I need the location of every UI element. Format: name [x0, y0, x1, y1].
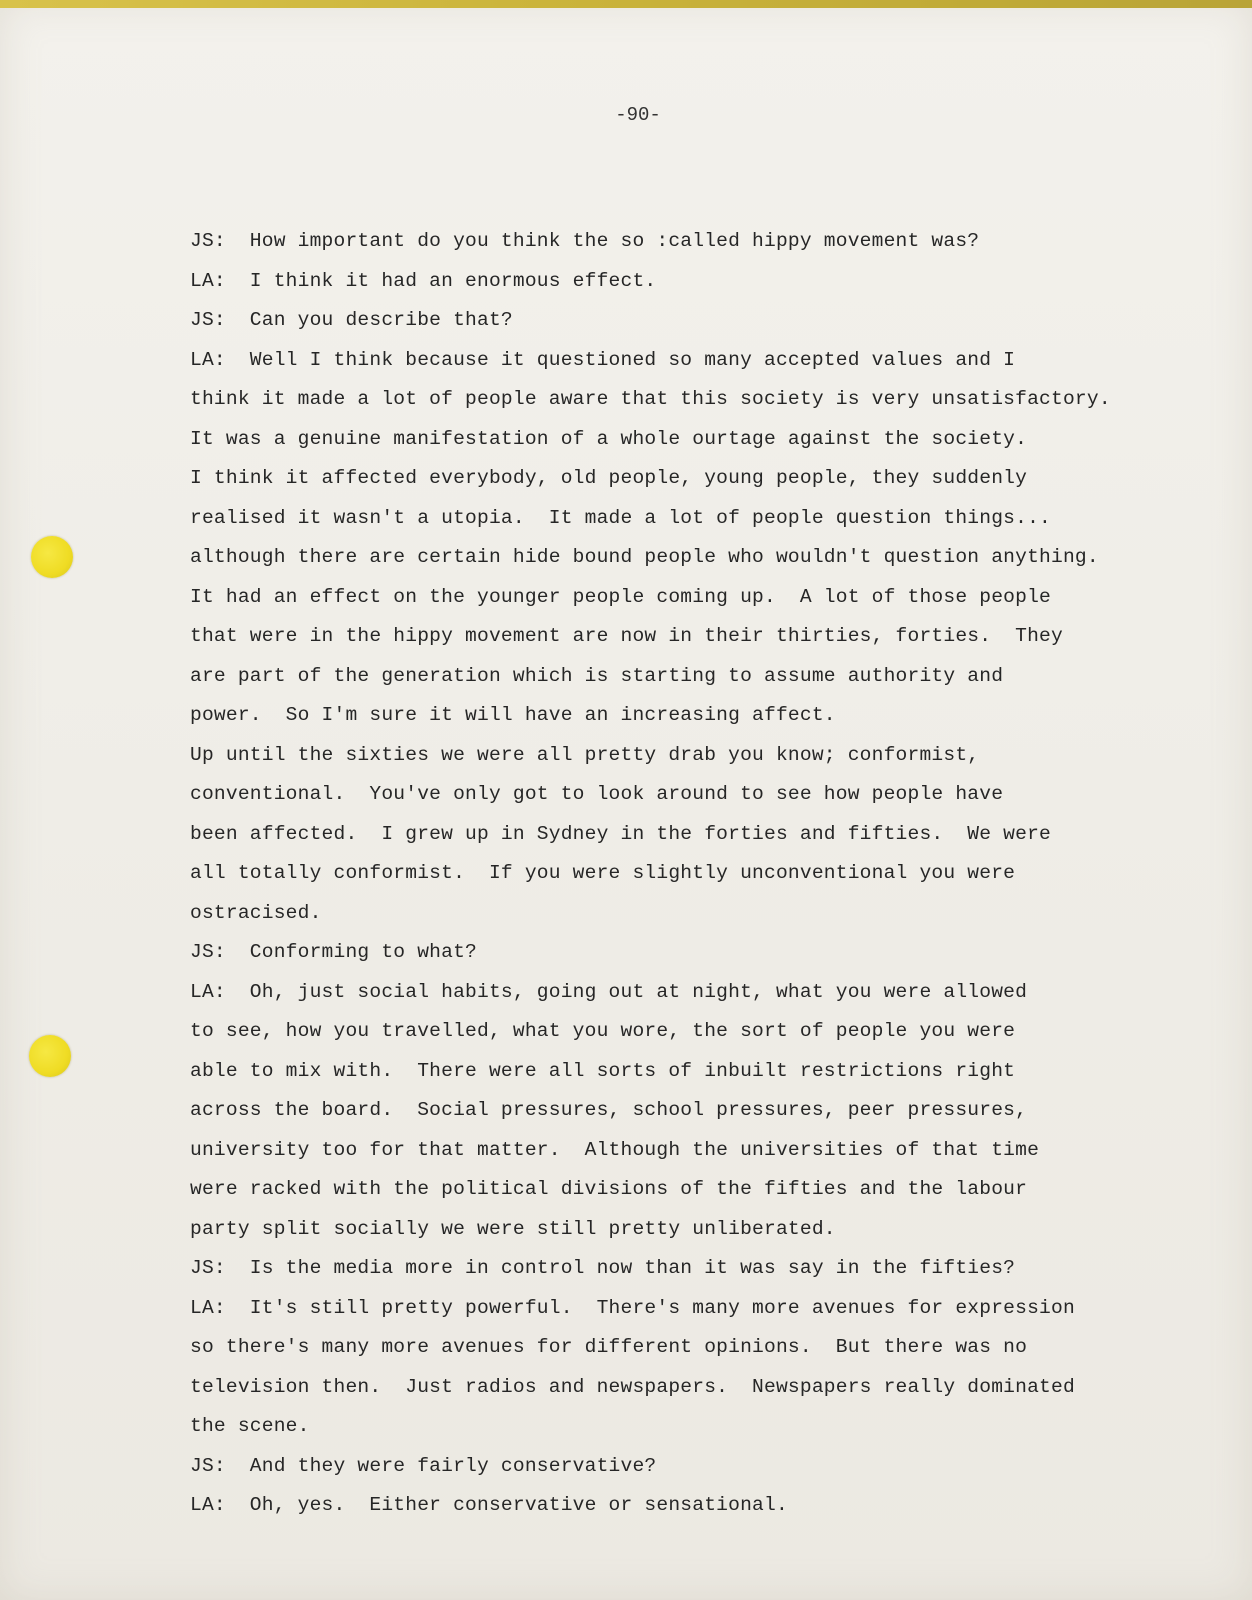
- transcript-line: are part of the generation which is starting to assume authority and: [190, 664, 1004, 687]
- transcript-line: television then. Just radios and newspapers. Newspapers really dominated: [190, 1375, 1075, 1398]
- transcript-line: LA: Oh, just social habits, going out at night, what you were allowed: [190, 980, 1028, 1003]
- transcript-line: so there's many more avenues for different opinions. But there was no: [190, 1336, 1028, 1358]
- transcript-line: were racked with the political divisions of the fifties and the labour: [190, 1178, 1028, 1200]
- transcript-line: JS: How important do you think the so :called hippy movement was?: [190, 230, 980, 252]
- binder-hole-sticker: [31, 536, 73, 578]
- transcript-line: realised it wasn't a utopia. It made a lot of people question things...: [190, 506, 1051, 529]
- transcript-line: It had an effect on the younger people coming up. A lot of those people: [190, 585, 1051, 608]
- transcript-line: LA: It's still pretty powerful. There's many more avenues for expression: [190, 1296, 1075, 1319]
- transcript-line: JS: Is the media more in control now than it was say in the fifties?: [190, 1257, 1016, 1279]
- transcript-line: although there are certain hide bound people who wouldn't question anything.: [190, 546, 1099, 568]
- transcript-line: LA: Oh, yes. Either conservative or sensational.: [190, 1494, 788, 1516]
- transcript-line: university too for that matter. Although the universities of that time: [190, 1138, 1040, 1161]
- transcript-line: power. So I'm sure it will have an increasing affect.: [190, 704, 836, 726]
- interview-transcript: [190, 222, 1200, 1526]
- transcript-line: able to mix with. There were all sorts of inbuilt restrictions right: [190, 1059, 1016, 1082]
- transcript-line: JS: And they were fairly conservative?: [190, 1454, 657, 1477]
- transcript-line: conventional. You've only got to look around to see how people have: [190, 783, 1004, 805]
- transcript-line: that were in the hippy movement are now in their thirties, forties. They: [190, 625, 1063, 647]
- transcript-line: ostracised.: [190, 901, 322, 924]
- binder-hole-sticker: [29, 1035, 71, 1077]
- transcript-line: party split socially we were still pretty unliberated.: [190, 1217, 836, 1240]
- transcript-line: LA: Well I think because it questioned so many accepted values and I: [190, 348, 1016, 371]
- transcript-line: all totally conformist. If you were slightly unconventional you were: [190, 862, 1016, 884]
- transcript-line: been affected. I grew up in Sydney in the forties and fifties. We were: [190, 822, 1051, 845]
- transcript-line: I think it affected everybody, old people, young people, they suddenly: [190, 467, 1028, 489]
- transcript-line: Up until the sixties we were all pretty drab you know; conformist,: [190, 743, 980, 766]
- transcript-line: to see, how you travelled, what you wore, the sort of people you were: [190, 1020, 1016, 1042]
- transcript-line: It was a genuine manifestation of a whole ourtage against the society.: [190, 427, 1028, 450]
- transcript-line: across the board. Social pressures, school pressures, peer pressures,: [190, 1099, 1028, 1121]
- transcript-line: JS: Conforming to what?: [190, 941, 477, 963]
- transcript-line: LA: I think it had an enormous effect.: [190, 269, 657, 292]
- transcript-line: the scene.: [190, 1415, 310, 1437]
- page-number: -90-: [615, 104, 661, 126]
- transcript-line: think it made a lot of people aware that this society is very unsatisfactory.: [190, 388, 1111, 410]
- transcript-line: JS: Can you describe that?: [190, 309, 513, 331]
- paper-top-edge: [0, 0, 1252, 8]
